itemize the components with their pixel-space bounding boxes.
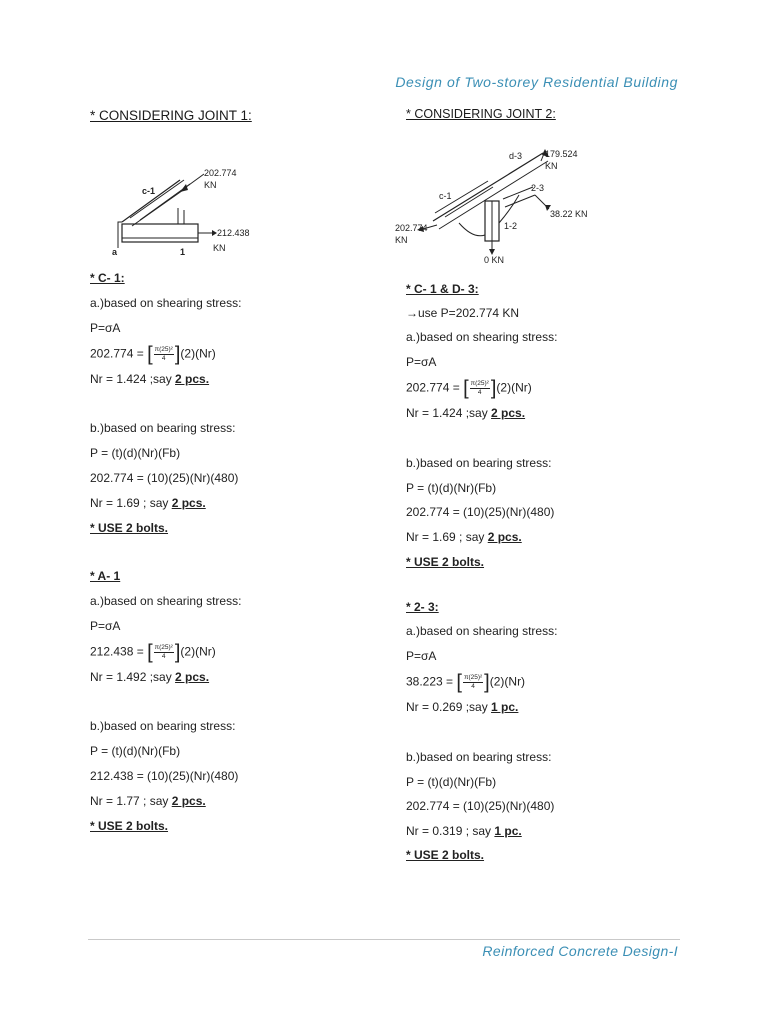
joint1-heading: * CONSIDERING JOINT 1: [90,108,252,123]
j2-c1d3-shear-label: a.)based on shearing stress: [406,330,558,344]
j1-c1-shear-label: a.)based on shearing stress: [90,296,242,310]
joint1-load-right-unit: KN [213,243,226,253]
joint1-load-right-value: 212.438 [217,228,250,238]
joint2-member-diag-a [433,153,543,221]
joint2-member-diag-b [439,161,548,229]
joint1-diagram [100,160,270,260]
j1-c1-use: * USE 2 bolts. [90,521,169,535]
j1-a1-shear-result: Nr = 1.492 ;say 2 pcs. [90,670,210,684]
j2-m23-shear-label: a.)based on shearing stress: [406,624,558,638]
j2-c1d3-bearing-formula: P = (t)(d)(Nr)(Fb) [406,481,497,495]
joint1-member-c1-label: c-1 [142,186,156,196]
joint2-gusset-curve-r [499,195,519,223]
j2-m23-bearing-eq: 202.774 = (10)(25)(Nr)(480) [406,799,555,813]
j2-m23-shear-result: Nr = 0.269 ;say 1 pc. [406,700,519,714]
j1-c1-bearing-result: Nr = 1.69 ; say 2 pcs. [90,496,206,510]
running-footer: Reinforced Concrete Design-I [482,943,678,959]
j2-c1d3-use-p: →use P=202.774 KN [406,306,520,320]
j1-a1-use: * USE 2 bolts. [90,819,169,833]
footer-rule [88,939,680,940]
joint2-member-d3: d-3 [509,151,523,161]
joint2-member-diag-d [445,187,493,217]
j2-c1d3-shear-formula: P=σA [406,355,437,369]
joint2-load-bottom: 0 KN [484,255,505,265]
j1-c1-bearing-label: b.)based on bearing stress: [90,421,236,435]
joint2-load-top-value: 179.524 [545,149,578,159]
joint2-load-right: 38.22 KN [550,209,588,219]
j1-a1-bearing-result: Nr = 1.77 ; say 2 pcs. [90,794,206,808]
joint2-gusset-curve [459,223,485,236]
running-header: Design of Two-storey Residential Building [395,74,678,90]
j1-a1-bearing-formula: P = (t)(d)(Nr)(Fb) [90,744,181,758]
j2-c1d3-shear-result: Nr = 1.424 ;say 2 pcs. [406,406,526,420]
joint2-member-23: 2-3 [531,183,545,193]
joint1-label-1: 1 [180,247,186,257]
joint2-load-top-unit: KN [545,161,558,171]
joint2-diagram [393,143,593,268]
joint1-bottom-chord [122,224,198,242]
j1-a1-bearing-eq: 212.438 = (10)(25)(Nr)(480) [90,769,239,783]
j2-m23-shear-formula: P=σA [406,649,437,663]
j1-a1-shear-eq: 212.438 = [ $\frac{\text{π(25)²}}{4}$ ](2)(Nr) [90,641,216,664]
joint1-load-top-unit: KN [204,180,217,190]
j1-a1-shear-formula: P=σA [90,619,121,633]
joint1-load-top-value: 202.774 [204,168,237,178]
j2-c1d3-use: * USE 2 bolts. [406,555,485,569]
joint2-load-left-value: 202.774 [395,223,428,233]
joint1-label-a: a [112,247,118,257]
j2-m23-title: * 2- 3: [406,600,439,614]
j1-c1-title: * C- 1: [90,271,125,285]
joint1-arrow-top-head [180,184,188,192]
joint2-member-12: 1-2 [504,221,518,231]
j2-c1d3-bearing-result: Nr = 1.69 ; say 2 pcs. [406,530,522,544]
j2-m23-bearing-label: b.)based on bearing stress: [406,750,552,764]
j1-c1-shear-formula: P=σA [90,321,121,335]
j2-m23-bearing-formula: P = (t)(d)(Nr)(Fb) [406,775,497,789]
joint2-load-left-unit: KN [395,235,408,245]
j2-c1d3-shear-eq: 202.774 = [ $\frac{\text{π(25)²}}{4}$ ](2)(Nr) [406,377,532,400]
j1-a1-shear-label: a.)based on shearing stress: [90,594,242,608]
j1-c1-shear-eq: 202.774 = [ $\frac{\text{π(25)²}}{4}$ ](2)(Nr) [90,343,216,366]
j2-m23-bearing-result: Nr = 0.319 ; say 1 pc. [406,824,522,838]
j1-c1-shear-result: Nr = 1.424 ;say 2 pcs. [90,372,210,386]
j1-a1-title: * A- 1 [90,569,121,583]
j2-c1d3-title: * C- 1 & D- 3: [406,282,479,296]
j1-a1-bearing-label: b.)based on bearing stress: [90,719,236,733]
joint2-member-c1: c-1 [439,191,452,201]
j2-m23-use: * USE 2 bolts. [406,848,485,862]
j2-m23-shear-eq: 38.223 = [ $\frac{\text{π(25)²}}{4}$ ](2)(Nr) [406,671,526,694]
j2-c1d3-bearing-label: b.)based on bearing stress: [406,456,552,470]
j2-c1d3-bearing-eq: 202.774 = (10)(25)(Nr)(480) [406,505,555,519]
joint2-heading: * CONSIDERING JOINT 2: [406,107,556,121]
joint1-member-c1-line-c [130,180,184,218]
j1-c1-bearing-formula: P = (t)(d)(Nr)(Fb) [90,446,181,460]
j1-c1-bearing-eq: 202.774 = (10)(25)(Nr)(480) [90,471,239,485]
